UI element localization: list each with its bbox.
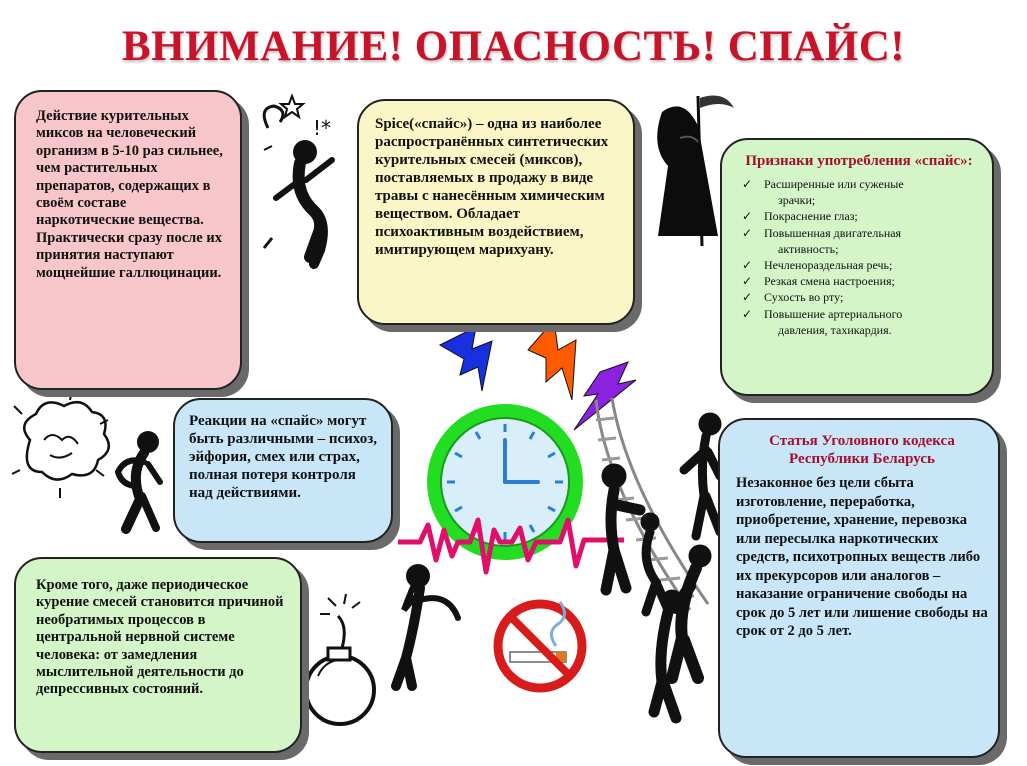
signs-list-item: ✓ Сухость во рту;: [742, 290, 844, 305]
checkmark-icon: ✓: [742, 274, 753, 289]
law-text: Незаконное без цели сбыта изготовление, переработка, приобретение, хранение, перевозка или пересылка наркотических средств, психотропных веществ либо их прекурсоров или аналогов – наказание ограничение свободы на срок до 5 лет или лишение свободы на срок от 2 до 5 лет.: [736, 475, 988, 640]
signs-heading: Признаки употребления «спайс»:: [745, 153, 973, 169]
effect-text: Действие курительных миксов на человеческий организм в 5-10 раз сильнее, чем растительных препаратов, содержащих в своём составе наркотические вещества. Практически сразу после их принятия наступают мощнейшие галлюцинации.: [36, 108, 223, 281]
law-info-box: [718, 418, 1000, 758]
signs-info-box: [720, 138, 994, 396]
lightning-bolt-icon: [528, 320, 576, 400]
checkmark-icon: ✓: [742, 209, 753, 224]
checkmark-icon: ✓: [742, 177, 753, 191]
signs-list-item: ✓ Покраснение глаз;: [742, 209, 858, 224]
svg-text:!*: !*: [313, 116, 332, 140]
law-heading: Статья Уголовного кодекса Республики Беларусь: [769, 433, 955, 467]
reactions-info-box: [173, 398, 393, 543]
effect-info-box: [14, 90, 242, 390]
checkmark-icon: ✓: [742, 306, 753, 321]
signs-list-item: ✓ Нечленораздельная речь;: [742, 257, 893, 272]
signs-list-item: ✓ Расширенные или суженые зрачки;: [742, 177, 904, 208]
bomb-icon: [306, 594, 374, 724]
checkmark-icon: ✓: [742, 257, 753, 272]
consequences-info-box: [14, 557, 302, 753]
signs-list-item: ✓ Повышение артериального давления, тахикардия.: [742, 306, 903, 337]
no-smoking-icon: [498, 602, 582, 688]
definition-text: Spice(«спайс») – одна из наиболее распространённых синтетических курительных смесей (миксов), поставляемых в продажу в виде травы с нанесённым химическим веществом. Обладает психоактивным воздействием, имитирующем марихуану.: [375, 116, 609, 258]
signs-list-item: ✓ Резкая смена настроения;: [742, 274, 895, 289]
explosion-cloud-icon: [12, 390, 109, 498]
page-title: ВНИМАНИЕ! ОПАСНОСТЬ! СПАЙС!: [121, 23, 906, 70]
scratching-head-figure-icon: [396, 564, 458, 686]
signs-list-item: ✓ Повышенная двигательная активность;: [742, 225, 902, 256]
signs-list: [736, 176, 982, 338]
definition-info-box: [357, 99, 635, 325]
dizzy-figure-icon: [264, 96, 332, 264]
lightning-bolt-icon: [440, 327, 492, 391]
checkmark-icon: ✓: [742, 290, 753, 305]
confused-figure-icon: [118, 431, 160, 529]
checkmark-icon: ✓: [742, 225, 753, 240]
consequences-text: Кроме того, даже периодическое курение смесей становится причиной необратимых процессов в центральной нервной системе человека: от замедления мыслительной деятельности до депрессивных состояний.: [36, 577, 284, 698]
reactions-text: Реакции на «спайс» могут быть различными – психоз, эйфория, смех или страх, полная потеря контроля над действиями.: [189, 413, 378, 501]
